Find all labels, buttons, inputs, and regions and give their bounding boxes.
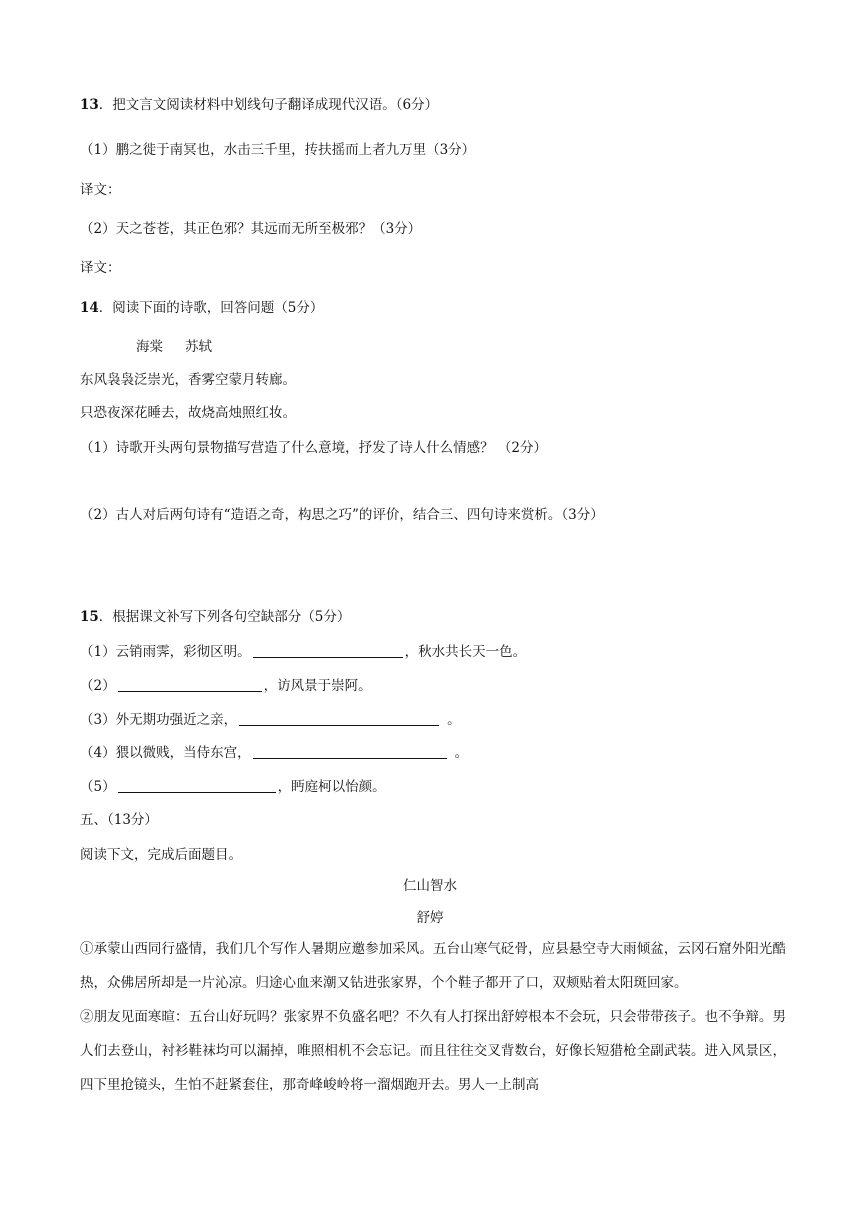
q15-item-3-prefix: （3）外无期功强近之亲，	[80, 712, 238, 728]
q15-item-1	[80, 642, 526, 662]
essay-body	[80, 932, 786, 1102]
section-5-instruction: 阅读下文，完成后面题目。	[80, 847, 242, 863]
q15-item-4	[80, 743, 468, 763]
q14-number: 14	[80, 300, 99, 316]
answer-blank-3[interactable]	[239, 711, 439, 726]
q15-item-5-prefix: （5）	[80, 779, 116, 795]
q15-item-5-suffix: ，眄庭柯以怡颜。	[277, 779, 386, 795]
poem-author: 苏轼	[185, 339, 212, 355]
q15-item-5	[80, 777, 386, 797]
poem-line-2: 只恐夜深花睡去，故烧高烛照红妆。	[80, 405, 296, 421]
q15-item-2	[80, 676, 372, 696]
q13-sub2: （2）天之苍苍，其正色邪？其远而无所至极邪？（3分）	[80, 221, 422, 237]
q15-stem-line	[80, 607, 350, 627]
q15-item-1-suffix: ，秋水共长天一色。	[404, 644, 527, 660]
q15-item-2-prefix: （2）	[80, 678, 116, 694]
q15-item-3-suffix: 。	[447, 712, 461, 728]
q13-number: 13	[80, 97, 99, 113]
answer-blank-4[interactable]	[253, 744, 447, 759]
q15-item-1-prefix: （1）云销雨霁，彩彻区明。	[80, 644, 251, 660]
q15-stem: ．根据课文补写下列各句空缺部分（5分）	[98, 609, 351, 625]
q13-translation-label-2: 译文：	[80, 260, 121, 276]
essay-title: 仁山智水	[403, 878, 457, 894]
essay-author: 舒婷	[416, 910, 444, 926]
q13-stem: ．把文言文阅读材料中划线句子翻译成现代汉语。（6分）	[98, 97, 439, 113]
q15-number: 15	[80, 609, 99, 625]
answer-blank-1[interactable]	[253, 643, 403, 658]
q13-stem-line	[80, 95, 438, 115]
q15-item-2-suffix: ，访风景于崇阿。	[263, 678, 372, 694]
q15-item-3	[80, 710, 461, 730]
poem-line-1: 东风袅袅泛崇光，香雾空蒙月转廊。	[80, 372, 296, 388]
q13-sub1: （1）鹏之徙于南冥也，水击三千里，抟扶摇而上者九万里（3分）	[80, 142, 476, 158]
q15-item-4-suffix: 。	[454, 745, 469, 761]
q15-item-4-prefix: （4）猥以微贱，当侍东宫，	[80, 745, 251, 761]
poem-title: 海棠	[136, 339, 163, 355]
essay-paragraph-1: ①承蒙山西同行盛情，我们几个写作人暑期应邀参加采风。五台山寒气砭骨，应县悬空寺大雨倾盆，云冈石窟外阳光酷热，众佛居所却是一片沁凉。归途心血来潮又钻进张家界，个个鞋子都开了口，双颊贴着太阳斑回家。	[80, 941, 786, 991]
poem-heading	[136, 337, 212, 357]
q14-sub1: （1）诗歌开头两句景物描写营造了什么意境，抒发了诗人什么情感？ （2分）	[80, 440, 547, 456]
q14-stem: ．阅读下面的诗歌，回答问题（5分）	[98, 300, 324, 316]
q14-stem-line	[80, 298, 323, 318]
essay-paragraph-2: ②朋友见面寒暄：五台山好玩吗？张家界不负盛名吧？不久有人打探出舒婷根本不会玩，只会带带孩子。也不争辩。男人们去登山，衬衫鞋袜均可以漏掉，唯照相机不会忘记。而且往往交叉背数台，好像长短猎枪全副武装。进入风景区，四下里抢镜头，生怕不赶紧套住，那奇峰峻岭将一溜烟跑开去。男人一上制高	[80, 1009, 786, 1093]
answer-blank-5[interactable]	[118, 778, 276, 793]
q13-translation-label-1: 译文：	[80, 182, 121, 198]
q14-sub2: （2）古人对后两句诗有“造语之奇，构思之巧”的评价，结合三、四句诗来赏析。（3分）	[80, 507, 604, 523]
section-5-heading: 五、（13分）	[80, 812, 158, 828]
answer-blank-2[interactable]	[118, 677, 262, 692]
